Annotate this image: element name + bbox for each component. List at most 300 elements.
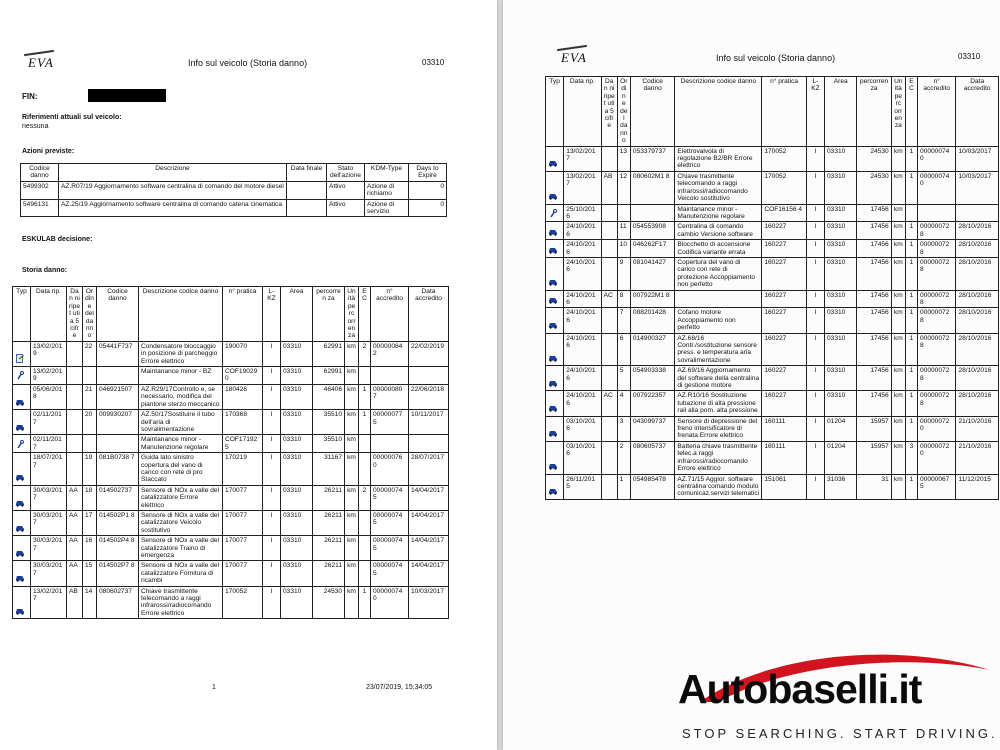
storia-type-cell [13, 367, 31, 385]
storia-cell-ec: 2 [359, 485, 371, 510]
storia-cell-ec: 1 [359, 586, 371, 619]
storia-cell-accr: 00000072 0 [918, 441, 956, 474]
storia-cell-data: 13/02/201 7 [564, 171, 601, 204]
storia-cell-dan [67, 341, 83, 366]
storia-cell-ord: 8 [617, 290, 630, 308]
storia-header-cell: Data rip. [31, 287, 67, 342]
car-icon [548, 231, 558, 238]
storia-row [546, 240, 999, 258]
storia-cell-prat: 170052 [223, 586, 263, 619]
storia-header-cell: Data accredito [409, 287, 449, 342]
storia-cell-accr: 00000072 8 [918, 257, 956, 290]
storia-cell-accr: 00000072 8 [918, 333, 956, 366]
eva-logo: EVA [561, 50, 587, 65]
storia-cell-accr [918, 204, 956, 222]
storia-cell-ec: 1 [905, 240, 917, 258]
azioni-cell: 0 [409, 181, 447, 199]
storia-cell-ord: 5 [617, 366, 630, 391]
storia-type-cell [13, 510, 31, 535]
storia-cell-prat: 160227 [762, 391, 806, 416]
storia-cell-perc: 35510 [313, 410, 345, 435]
storia-cell-perc: 17456 [857, 391, 891, 416]
storia-cell-dacc: 14/04/2017 [409, 510, 449, 535]
car-icon [548, 490, 558, 497]
storia-cell-dan [601, 416, 617, 441]
storia-cell-lkz: I [263, 341, 281, 366]
document-page-1 [0, 0, 497, 750]
storia-cell-ord [83, 435, 97, 453]
storia-type-cell [13, 435, 31, 453]
storia-cell-un: km [891, 240, 905, 258]
storia-cell-area: 03310 [825, 257, 857, 290]
storia-cell-cod: 054903338 [630, 366, 674, 391]
storia-cell-perc: 17456 [857, 257, 891, 290]
area-code: 03310 [958, 52, 981, 61]
azioni-label: Azioni previste: [22, 148, 75, 155]
car-icon [15, 577, 25, 584]
storia-cell-ord: 16 [83, 536, 97, 561]
storia-cell-cod: 088201428 [630, 308, 674, 333]
storia-cell-lkz: I [806, 366, 824, 391]
storia-cell-area: 03310 [281, 410, 313, 435]
storia-cell-perc: 17456 [857, 222, 891, 240]
storia-cell-perc: 17456 [857, 204, 891, 222]
storia-cell-ord: 21 [83, 384, 97, 409]
storia-type-cell [546, 290, 564, 308]
storia-cell-un: km [345, 485, 359, 510]
storia-cell-ec [905, 204, 917, 222]
storia-cell-dan [601, 308, 617, 333]
storia-cell-prat: 151061 [762, 474, 806, 499]
storia-cell-dacc: 22/02/2019 [409, 341, 449, 366]
storia-cell-accr [371, 367, 409, 385]
storia-header-cell: E C [905, 77, 917, 147]
storia-cell-prat: 170052 [762, 171, 806, 204]
storia-row [13, 536, 449, 561]
storia-cell-dacc: 28/10/2016 [956, 333, 999, 366]
storia-cell-desc: Copertura del vano di carico con rete di protezione Accoppiamento non perfetto [675, 257, 762, 290]
storia-cell-prat: 160111 [762, 416, 806, 441]
storia-row [546, 204, 999, 222]
storia-cell-data: 26/11/201 5 [564, 474, 601, 499]
storia-cell-lkz: I [806, 441, 824, 474]
storia-cell-desc: AZ.69/16 Aggiornamento del software della centralina di gestione motore [675, 366, 762, 391]
storia-cell-cod [630, 204, 674, 222]
storia-cell-accr: 00000067 5 [918, 474, 956, 499]
storia-row [546, 290, 999, 308]
storia-cell-dacc: 28/10/2016 [956, 257, 999, 290]
car-icon [548, 407, 558, 414]
storia-cell-data: 30/03/201 7 [31, 561, 67, 586]
storia-cell-desc: AZ.R10/16 Sostituzione tubazione di alta pressione rail alla pom. alta pressione [675, 391, 762, 416]
storia-cell-perc: 26211 [313, 536, 345, 561]
storia-cell-cod: 043099737 [630, 416, 674, 441]
storia-cell-dan [601, 474, 617, 499]
storia-cell-ec: 1 [905, 474, 917, 499]
storia-cell-accr: 00000074 0 [918, 171, 956, 204]
azioni-cell: AZ.R07/19 Aggiornamento software centralina di comando del motore diesel [59, 181, 287, 199]
storia-cell-perc: 62991 [313, 367, 345, 385]
storia-cell-desc: AZ.68/16 Contr./sostituzione sensore press. e temperatura aria sovralimentazione [675, 333, 762, 366]
azioni-row [21, 199, 447, 217]
storia-cell-lkz: I [263, 384, 281, 409]
storia-cell-dacc: 28/10/2016 [956, 391, 999, 416]
storia-cell-accr: 00000074 5 [371, 561, 409, 586]
storia-cell-area: 03310 [281, 435, 313, 453]
storia-cell-lkz: I [263, 435, 281, 453]
storia-cell-dan: AA [67, 536, 83, 561]
storia-cell-desc: Centralina di comando cambio Versione software [675, 222, 762, 240]
storia-header-cell: Or din e del da nn o [83, 287, 97, 342]
storia-row [13, 410, 449, 435]
storia-cell-ord [617, 204, 630, 222]
storia-header-cell: Data accredito [956, 77, 999, 147]
storia-cell-un: km [891, 146, 905, 171]
storia-type-cell [546, 146, 564, 171]
storia-cell-un: km [345, 561, 359, 586]
storia-type-cell [546, 441, 564, 474]
storia-cell-data: 03/10/201 6 [564, 416, 601, 441]
storia-type-cell [546, 366, 564, 391]
storia-cell-ec [359, 510, 371, 535]
storia-cell-un: km [891, 441, 905, 474]
storia-cell-un: km [345, 536, 359, 561]
storia-cell-perc: 35510 [313, 435, 345, 453]
storia-cell-dan [601, 366, 617, 391]
storia-cell-prat: 170077 [223, 561, 263, 586]
storia-cell-cod: 014502P4 8 [97, 536, 139, 561]
storia-cell-dan [67, 410, 83, 435]
storia-cell-dacc: 14/04/2017 [409, 561, 449, 586]
storia-cell-dacc: 21/10/2016 [956, 441, 999, 474]
storia-row [13, 384, 449, 409]
storia-type-cell [13, 453, 31, 486]
storia-cell-cod: 046921507 [97, 384, 139, 409]
azioni-cell: Azione di richiamo [365, 181, 409, 199]
storia-cell-cod: 014502P1 8 [97, 510, 139, 535]
storia-type-cell [13, 410, 31, 435]
storia-cell-ec [359, 435, 371, 453]
car-icon [548, 357, 558, 364]
storia-cell-ec: 1 [905, 366, 917, 391]
storia-row [13, 586, 449, 619]
storia-cell-accr: 00000084 2 [371, 341, 409, 366]
storia-header-cell: Codice danno [630, 77, 674, 147]
storia-cell-ord: 20 [83, 410, 97, 435]
storia-cell-desc: AZ.50/17Sostituire il tubo dell'aria di sovralimentazione [139, 410, 223, 435]
storia-cell-ord: 9 [617, 257, 630, 290]
storia-cell-desc: Blocchetto di accensione Codifica variante errata [675, 240, 762, 258]
azioni-header-cell: Days to Expire [409, 164, 447, 182]
storia-cell-cod: 080602737 [97, 586, 139, 619]
storia-cell-ec [359, 367, 371, 385]
storia-cell-lkz: I [806, 290, 824, 308]
storia-cell-lkz: I [806, 257, 824, 290]
storia-cell-dacc: 10/03/2017 [956, 146, 999, 171]
storia-cell-dan [601, 441, 617, 474]
azioni-cell: 0 [409, 199, 447, 217]
storia-cell-lkz: I [806, 391, 824, 416]
storia-cell-dacc [409, 435, 449, 453]
storia-label: Storia danno: [22, 267, 68, 274]
storia-header-cell: E C [359, 287, 371, 342]
storia-cell-ec: 2 [359, 341, 371, 366]
storia-cell-ord: 22 [83, 341, 97, 366]
storia-cell-desc: Maintanance minor - Manutenzione regolare [675, 204, 762, 222]
storia-cell-data: 18/07/201 7 [31, 453, 67, 486]
storia-cell-data: 24/10/201 6 [564, 222, 601, 240]
storia-cell-perc: 17456 [857, 290, 891, 308]
storia-cell-lkz: I [806, 474, 824, 499]
storia-cell-data: 30/03/201 7 [31, 485, 67, 510]
storia-cell-area: 03310 [825, 308, 857, 333]
storia-cell-dan: AB [67, 586, 83, 619]
car-icon [15, 426, 25, 433]
storia-cell-dacc: 10/03/2017 [956, 171, 999, 204]
storia-cell-cod: 054553908 [630, 222, 674, 240]
storia-cell-area: 03310 [281, 341, 313, 366]
azioni-header-cell: Descrizione [59, 164, 287, 182]
storia-cell-perc: 24530 [857, 146, 891, 171]
storia-cell-area: 03310 [281, 586, 313, 619]
storia-cell-dacc: 14/04/2017 [409, 485, 449, 510]
storia-cell-ord: 10 [617, 240, 630, 258]
storia-row [13, 485, 449, 510]
storia-type-cell [546, 333, 564, 366]
storia-cell-perc: 31167 [313, 453, 345, 486]
riferimenti-value: nessuna [22, 123, 49, 130]
storia-cell-area: 03310 [825, 366, 857, 391]
storia-cell-un: km [891, 366, 905, 391]
storia-table-page1 [12, 286, 449, 619]
storia-cell-dan: AA [67, 561, 83, 586]
storia-cell-lkz: I [263, 485, 281, 510]
storia-cell-area: 03310 [281, 384, 313, 409]
storia-cell-ord: 7 [617, 308, 630, 333]
storia-header-cell: percorren za [857, 77, 891, 147]
storia-cell-dan: AA [67, 485, 83, 510]
storia-cell-desc: AZ.R29/17Controllo e, se necessario, modifica del piantone sterzo meccanico [139, 384, 223, 409]
storia-cell-ord: 12 [617, 171, 630, 204]
storia-cell-perc: 15957 [857, 416, 891, 441]
storia-cell-lkz: I [263, 367, 281, 385]
storia-cell-perc: 17456 [857, 240, 891, 258]
storia-header-cell: Dan ni ripet uti a 5 cifre [601, 77, 617, 147]
storia-cell-prat: 170077 [223, 485, 263, 510]
storia-cell-un: km [891, 391, 905, 416]
storia-cell-cod: 053379737 [630, 146, 674, 171]
document-icon [15, 358, 25, 365]
storia-type-cell [546, 257, 564, 290]
storia-cell-area: 03310 [281, 510, 313, 535]
storia-cell-desc: Guida lato sinistro copertura del vano di carico con rete di pro Staccato [139, 453, 223, 486]
storia-cell-accr: 00000074 0 [371, 586, 409, 619]
storia-header-cell: Descrizione codice danno [675, 77, 762, 147]
storia-cell-data: 02/11/201 7 [31, 410, 67, 435]
storia-cell-un: km [345, 453, 359, 486]
storia-header-cell: Typ [13, 287, 31, 342]
storia-type-cell [13, 586, 31, 619]
storia-cell-ec: 1 [905, 290, 917, 308]
storia-cell-prat: 170077 [223, 510, 263, 535]
storia-cell-data: 13/02/201 7 [31, 586, 67, 619]
storia-row [546, 333, 999, 366]
storia-row [546, 308, 999, 333]
storia-cell-ec: 1 [905, 171, 917, 204]
storia-cell-desc: Cofano motore Accoppiamento non perfetto [675, 308, 762, 333]
storia-cell-ec: 1 [905, 146, 917, 171]
storia-cell-desc: Maintanance minor - BZ [139, 367, 223, 385]
storia-cell-dan: AC [601, 290, 617, 308]
storia-cell-accr: 00000072 0 [918, 416, 956, 441]
storia-cell-lkz: I [806, 416, 824, 441]
storia-type-cell [13, 561, 31, 586]
storia-cell-cod: 007922M1 8 [630, 290, 674, 308]
storia-row [546, 146, 999, 171]
storia-cell-lkz: I [806, 222, 824, 240]
car-icon [548, 249, 558, 256]
storia-cell-accr: 00000072 8 [918, 240, 956, 258]
storia-table-page2 [545, 76, 999, 500]
storia-header-cell: Un ità pe rc orr en za [891, 77, 905, 147]
storia-cell-perc: 17456 [857, 333, 891, 366]
storia-cell-dan [67, 367, 83, 385]
storia-cell-perc: 26211 [313, 510, 345, 535]
car-icon [15, 502, 25, 509]
azioni-cell: Azione di servizio [365, 199, 409, 217]
storia-row [13, 341, 449, 366]
storia-cell-desc [675, 290, 762, 308]
storia-cell-dacc: 10/03/2017 [409, 586, 449, 619]
brand-tagline: STOP SEARCHING. START DRIVING. [682, 726, 998, 741]
storia-cell-prat: 160227 [762, 333, 806, 366]
storia-cell-data: 13/02/201 9 [31, 341, 67, 366]
storia-cell-cod: 080602M1 8 [630, 171, 674, 204]
storia-cell-prat: 170219 [223, 453, 263, 486]
azioni-header-cell: Data finale [287, 164, 327, 182]
storia-cell-ec: 1 [905, 333, 917, 366]
azioni-table [20, 163, 447, 217]
storia-cell-area: 01204 [825, 416, 857, 441]
storia-cell-un: km [345, 510, 359, 535]
storia-cell-cod: 046262F17 [630, 240, 674, 258]
storia-cell-desc: Sensore di NOx a valle del catalizzatore Traino di emergenza [139, 536, 223, 561]
storia-cell-un: km [891, 308, 905, 333]
storia-cell-accr: 00000072 8 [918, 222, 956, 240]
storia-type-cell [546, 222, 564, 240]
storia-cell-perc: 17456 [857, 308, 891, 333]
storia-header-cell: Typ [546, 77, 564, 147]
storia-cell-perc: 46406 [313, 384, 345, 409]
storia-cell-lkz: I [263, 586, 281, 619]
storia-header-cell: Dan ni ripet uti a 5 cifre [67, 287, 83, 342]
fin-label: FIN: [22, 92, 38, 101]
storia-cell-data: 24/10/201 6 [564, 333, 601, 366]
storia-type-cell [13, 341, 31, 366]
storia-cell-dan [67, 384, 83, 409]
storia-cell-un: km [891, 333, 905, 366]
storia-cell-dan [601, 257, 617, 290]
storia-cell-prat: 170052 [762, 146, 806, 171]
storia-cell-data: 30/03/201 7 [31, 510, 67, 535]
storia-cell-perc: 26211 [313, 561, 345, 586]
storia-row [546, 474, 999, 499]
wrench-icon [548, 213, 558, 220]
storia-row [13, 510, 449, 535]
storia-cell-desc: Condensatore bloccaggio in posizione di parcheggio Errore elettrico [139, 341, 223, 366]
storia-cell-data: 24/10/201 6 [564, 366, 601, 391]
storia-row [546, 391, 999, 416]
storia-cell-cod [97, 435, 139, 453]
storia-cell-ec [359, 561, 371, 586]
storia-header-cell: Descrizione codice danno [139, 287, 223, 342]
storia-cell-cod: 014900327 [630, 333, 674, 366]
car-icon [15, 401, 25, 408]
storia-cell-lkz: I [806, 146, 824, 171]
car-icon [548, 299, 558, 306]
storia-cell-desc: Sensore di NOx a valle del catalizzatore Veicolo sostitutivo [139, 510, 223, 535]
storia-cell-accr [371, 435, 409, 453]
storia-cell-ord: 15 [83, 561, 97, 586]
storia-cell-desc: Batteria chiave trasmittente telec.a raggi infrarossi/radiocomando Errore elettrico [675, 441, 762, 474]
storia-cell-prat: 160227 [762, 222, 806, 240]
storia-cell-desc: AZ.71/15 Aggior. software centralina comando modulo comunicaz.servizi telematici [675, 474, 762, 499]
storia-cell-dan: AA [67, 510, 83, 535]
page-title: Info sul veicolo (Storia danno) [716, 53, 836, 63]
storia-cell-cod: 014502P7 8 [97, 561, 139, 586]
storia-cell-data: 24/10/201 6 [564, 391, 601, 416]
storia-cell-cod: 054985478 [630, 474, 674, 499]
storia-cell-lkz: I [806, 204, 824, 222]
storia-cell-ec: 1 [905, 416, 917, 441]
footer-page-number: 1 [212, 684, 216, 691]
storia-cell-un: km [891, 474, 905, 499]
storia-cell-data: 24/10/201 6 [564, 240, 601, 258]
storia-cell-un: km [345, 586, 359, 619]
storia-cell-dacc: 14/04/2017 [409, 536, 449, 561]
storia-cell-cod: 081041427 [630, 257, 674, 290]
document-page-2 [503, 0, 1000, 750]
storia-cell-prat: 160227 [762, 290, 806, 308]
footer-timestamp: 23/07/2019, 15:34:05 [366, 684, 433, 691]
storia-cell-prat: 160227 [762, 308, 806, 333]
storia-type-cell [546, 391, 564, 416]
storia-header-cell: Or din e del da nn o [617, 77, 630, 147]
storia-cell-lkz: I [806, 308, 824, 333]
storia-cell-lkz: I [263, 561, 281, 586]
storia-cell-lkz: I [806, 333, 824, 366]
storia-cell-area: 31036 [825, 474, 857, 499]
storia-cell-dacc [956, 204, 999, 222]
storia-cell-accr: 00000072 8 [918, 366, 956, 391]
storia-cell-data: 13/02/201 7 [564, 146, 601, 171]
storia-cell-perc: 24530 [857, 171, 891, 204]
storia-cell-area: 03310 [825, 290, 857, 308]
storia-cell-lkz: I [263, 510, 281, 535]
storia-cell-cod: 007922357 [630, 391, 674, 416]
storia-type-cell [13, 384, 31, 409]
storia-header-cell: n° accredito [371, 287, 409, 342]
storia-cell-ord: 19 [83, 453, 97, 486]
storia-cell-area: 03310 [281, 561, 313, 586]
fin-redaction [88, 89, 166, 102]
storia-cell-accr: 00000074 5 [371, 536, 409, 561]
storia-cell-dan [67, 453, 83, 486]
storia-cell-desc: Elettrovalvola di regolazione B2/BR Errore elettrico [675, 146, 762, 171]
storia-cell-prat: 160111 [762, 441, 806, 474]
storia-header-cell: Un ità pe rc orr en za [345, 287, 359, 342]
storia-header-cell: n° pratica [223, 287, 263, 342]
